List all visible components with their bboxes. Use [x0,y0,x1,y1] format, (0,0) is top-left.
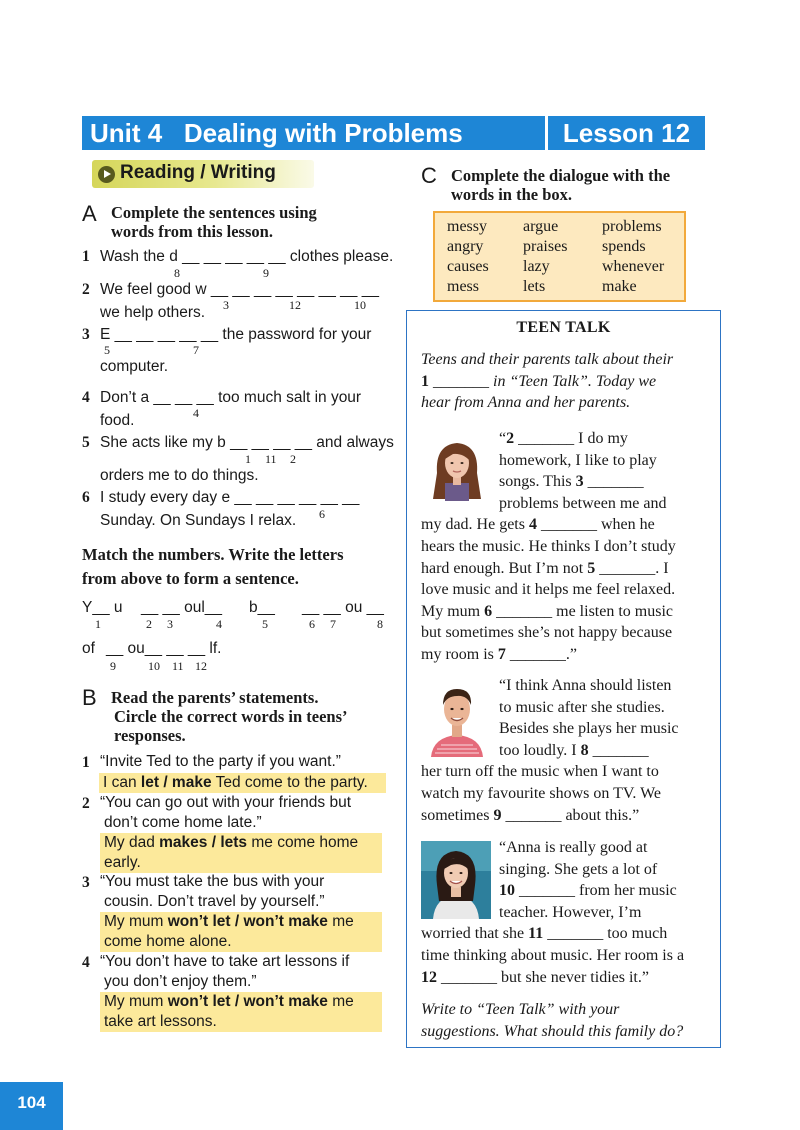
sentence-text: Wash the [100,248,165,265]
letter-number: 6 [319,507,325,521]
letter-number: 4 [216,617,222,631]
teen-talk-outro [421,999,719,1042]
teen-response [100,833,382,873]
sentence-text: clothes please. [289,248,394,265]
unit-title: Unit 4 Dealing with Problems [82,116,545,150]
choice-options[interactable]: won’t let / won’t make [167,993,328,1010]
item-number: 3 [82,874,90,891]
teen-response [100,912,382,952]
dad-text-full [421,761,719,826]
sentence-a3 [100,324,371,346]
word-option: argue [523,218,559,235]
letter-number: 8 [174,266,180,280]
anna-line: My mum 6 _______ me listen to music [421,602,673,620]
dad-line: to music after she studies. [499,698,665,716]
dad-photo [423,679,491,757]
anna-line: songs. This 3 _______ [499,473,644,491]
section-a-instruction [111,203,401,241]
anna-line: love music and it helps me feel relaxed. [421,581,676,599]
play-icon [98,166,115,183]
sentence-a4 [100,387,361,409]
match-instruction-line2: from above to form a sentence. [82,569,299,588]
word-option: lets [523,278,546,295]
choice-options[interactable]: makes / lets [159,834,248,851]
letter-number: 9 [263,266,269,280]
sentence-text: We feel good [100,281,192,298]
word-option: lazy [523,258,550,275]
sentence-text: food. [100,412,135,429]
page-number: 104 [0,1082,63,1130]
item-number: 1 [82,754,90,771]
letter-number: 3 [223,298,229,312]
letter-number: 8 [377,617,383,631]
choice-options[interactable]: won’t let / won’t make [167,913,328,930]
sentence-text: computer. [100,358,169,375]
anna-line: but sometimes she’s not happy because [421,624,673,642]
mum-line: time thinking about music. Her room is a [421,946,685,964]
teen-talk-intro [421,349,716,414]
dad-line: her turn off the music when I want to [421,763,659,781]
section-b-letter: B [82,685,97,710]
word-option: whenever [602,258,665,275]
response-text: My mum [104,993,168,1010]
section-a-instruction-line2: words from this lesson. [111,222,273,241]
letter-number: 1 [95,617,101,631]
word-option: causes [447,258,489,275]
response-text: me [327,993,354,1010]
section-b-instruction-line3: responses. [114,726,186,745]
word-option: spends [602,238,646,255]
dad-line: Besides she plays her music [499,720,679,738]
item-number: 4 [82,954,90,971]
dad-line: sometimes 9 _______ about this.” [421,806,640,824]
letter-number: 3 [167,617,173,631]
anna-text-full [421,514,719,665]
skill-tab [92,160,314,188]
letter-number: 6 [309,617,315,631]
match-word: of [82,640,95,657]
mum-line: teacher. However, I’m [499,903,642,921]
intro-line: in “Teen Talk”. Today we [493,372,657,390]
response-text: come home alone. [104,933,232,950]
sentence-a6 [100,487,359,509]
mum-line: singing. She gets a lot of [499,860,658,878]
sentence-a5 [100,432,394,454]
mum-line: worried that she 11 _______ too much [421,925,668,943]
letter-number: 11 [172,659,184,673]
parent-statement [100,952,349,992]
letter-number: 1 [245,452,251,466]
parent-statement [100,793,351,833]
mum-photo [421,841,491,919]
anna-line: hears the music. He thinks I don’t study [421,537,676,555]
match-word[interactable]: b__ [249,599,275,616]
mum-text-full [421,923,719,988]
statement-line: “You can go out with your friends but [100,794,352,811]
match-instruction [82,543,402,591]
section-b-instruction [111,688,406,745]
section-a-instruction-line1: Complete the sentences using [111,203,317,222]
statement-line: “You must take the bus with your [100,873,325,890]
word-option: angry [447,238,484,255]
match-word[interactable]: __ __ oul__ [141,599,223,616]
section-c-instruction-line1: Complete the dialogue with the [451,166,671,185]
skill-tab-label: Reading / Writing [120,162,276,183]
response-text: My mum [104,913,168,930]
letter-number: 4 [193,406,199,420]
response-text: Ted come to the party. [211,774,368,791]
sentence-text: She acts like my [100,434,213,451]
anna-line: “2 _______ I do my [499,430,628,447]
item-number: 5 [82,434,90,451]
item-number: 4 [82,389,90,406]
word-box [433,211,686,302]
sentence-text: the password for your [222,326,372,343]
anna-line: my dad. He gets 4 _______ when he [421,516,655,534]
letter-number: 5 [262,617,268,631]
mum-line: 10 _______ from her music [499,882,677,900]
response-text: I can [103,774,141,791]
parent-statement: “Invite Ted to the party if you want.” [100,753,341,770]
sentence-text: and always [316,434,394,451]
word-option: messy [447,218,487,235]
anna-line: homework, I like to play [499,451,657,469]
section-c-letter: C [421,163,437,188]
response-text: take art lessons. [104,1013,217,1030]
section-b-instruction-line2: Circle the correct words in teens’ [114,707,348,726]
match-word[interactable]: __ ou__ __ __ lf. [106,640,222,657]
mum-line: “Anna is really good at [499,839,648,856]
dad-line: too loudly. I 8 _______ [499,741,649,759]
parent-statement [100,872,325,912]
word-option: make [602,278,637,295]
word-option: praises [523,238,568,255]
sentence-text: Don’t [100,389,137,406]
teen-response [100,992,382,1032]
section-b-instruction-line1: Read the parents’ statements. [111,688,319,707]
intro-line: Teens and their parents talk about their [421,351,674,368]
mum-text-wrap [499,837,719,923]
item-number: 6 [82,489,90,506]
sentence-text: Sunday. On Sundays I relax. [100,512,297,529]
statement-line: don’t come home late.” [104,814,262,831]
word-option: mess [447,278,479,295]
response-text: early. [104,854,141,871]
item-number: 3 [82,326,90,343]
fill-blank[interactable]: b __ __ __ __ [217,434,312,451]
response-text: me come home [247,834,359,851]
outro-line: suggestions. What should this family do? [421,1022,684,1040]
blank-number: 1 [421,372,429,390]
response-text: My dad [104,834,160,851]
letter-number: 2 [146,617,152,631]
section-c-instruction-line2: words in the box. [451,185,573,204]
letter-number: 2 [290,452,296,466]
section-c-instruction [451,166,721,204]
fill-blank[interactable]: d __ __ __ __ __ [169,248,286,265]
item-number: 1 [82,248,90,265]
dad-text-wrap [499,675,719,761]
dad-line: watch my favourite shows on TV. We [421,784,662,802]
fill-blank[interactable]: E __ __ __ __ __ [100,326,219,343]
statement-line: “You don’t have to take art lessons if [100,953,350,970]
sentence-text: too much salt in your [218,389,362,406]
match-word[interactable]: __ __ ou __ [302,599,384,616]
lesson-label: Lesson 12 [548,116,705,150]
response-text: me [327,913,354,930]
item-number: 2 [82,281,90,298]
sentence-text: orders me to do things. [100,467,259,484]
fill-blank[interactable]: _______ [429,372,493,390]
statement-line: cousin. Don’t travel by yourself.” [104,893,325,910]
anna-line: problems between me and [499,494,667,512]
item-number: 2 [82,795,90,812]
letter-number: 7 [330,617,336,631]
outro-line: Write to “Teen Talk” with your [421,1001,620,1018]
anna-line: my room is 7 _______.” [421,645,577,663]
choice-options[interactable]: let / make [140,774,212,791]
sentence-text: we help others. [100,304,206,321]
anna-photo [423,433,491,501]
mum-line: 12 _______ but she never tidies it.” [421,968,649,986]
letter-number: 12 [289,298,301,312]
fill-blank[interactable]: w __ __ __ __ __ __ __ __ [195,281,379,298]
letter-number: 5 [104,343,110,357]
letter-number: 10 [148,659,160,673]
sentence-text: I study every day [100,489,218,506]
letter-number: 12 [195,659,207,673]
fill-blank[interactable]: e __ __ __ __ __ __ [221,489,360,506]
sentence-a1 [100,246,393,268]
anna-text-wrap [499,428,719,514]
letter-number: 9 [110,659,116,673]
letter-number: 10 [354,298,366,312]
section-a-letter: A [82,201,97,226]
word-option: problems [602,218,662,235]
dad-line: “I think Anna should listen [499,677,672,694]
teen-talk-title: TEEN TALK [516,319,611,336]
match-word[interactable]: Y__ u [82,599,123,616]
teen-talk-box [406,310,721,1048]
fill-blank[interactable]: a __ __ __ [140,389,214,406]
sentence-a2 [100,279,379,301]
anna-line: hard enough. But I’m not 5 _______. I [421,559,669,577]
teen-response [99,773,386,793]
letter-number: 7 [193,343,199,357]
match-instruction-line1: Match the numbers. Write the letters [82,545,344,564]
intro-line: hear from Anna and her parents. [421,394,631,412]
letter-number: 11 [265,452,277,466]
statement-line: you don’t enjoy them.” [104,973,257,990]
